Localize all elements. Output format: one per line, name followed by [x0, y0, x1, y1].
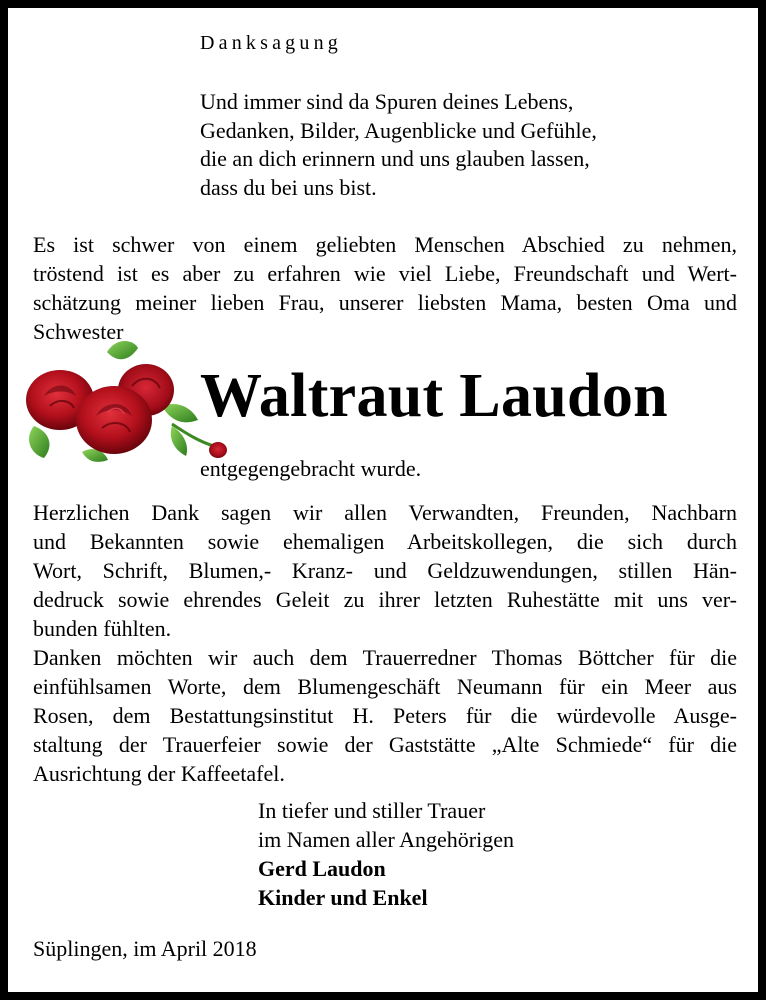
poem-line: die an dich erinnern und uns glauben lassen, [200, 146, 590, 171]
signature-line: In tiefer und stiller Trauer [258, 798, 486, 823]
poem-line: Gedanken, Bilder, Augenblicke und Gefühle, [200, 117, 597, 143]
poem-line: dass du bei uns bist. [200, 174, 377, 200]
place-date: Süplingen, im April 2018 [33, 936, 257, 961]
deceased-name: Waltraut Laudon [200, 362, 668, 430]
intro-line: tröstend ist es aber zu erfahren wie viel Liebe, Freundschaft und Wert- [33, 261, 737, 286]
intro-paragraph [33, 230, 737, 346]
red-roses-icon [22, 334, 228, 464]
thanks-paragraph [33, 498, 737, 788]
signature-block [258, 796, 514, 912]
intro-line: Es ist schwer von einem geliebten Menschen Abschied zu nehmen, [33, 232, 737, 257]
poem [200, 88, 597, 202]
intro-line: schätzung meiner lieben Frau, unserer liebsten Mama, besten Oma und [33, 290, 737, 315]
intro-line: Schwester [33, 319, 124, 344]
thanks-line: einfühlsamen Worte, dem Blumengeschäft Neumann für ein Meer aus [33, 674, 737, 699]
thanks-line: und Bekannten sowie ehemaligen Arbeitskollegen, die sich durch [33, 529, 737, 554]
thanks-line: staltung der Trauerfeier sowie der Gaststätte „Alte Schmiede“ für die [33, 732, 737, 757]
thanks-line: bunden fühlten. [33, 616, 172, 641]
signature-name: Gerd Laudon [258, 856, 386, 881]
obituary-page [8, 8, 758, 992]
thanks-line: Danken möchten wir auch dem Trauerredner Thomas Böttcher für die [33, 645, 737, 670]
thanks-line: Ausrichtung der Kaffeetafel. [33, 761, 285, 786]
thanks-line: dedruck sowie ehrendes Geleit zu ihrer letzten Ruhestätte mit uns ver- [33, 587, 737, 612]
signature-name: Kinder und Enkel [258, 885, 428, 910]
heading: Danksagung [200, 32, 342, 54]
thanks-line: Herzlichen Dank sagen wir allen Verwandten, Freunden, Nachbarn [33, 500, 737, 525]
after-name-text: entgegengebracht wurde. [200, 456, 422, 481]
thanks-line: Rosen, dem Bestattungsinstitut H. Peters für die würdevolle Ausge- [33, 703, 737, 728]
signature-line: im Namen aller Angehörigen [258, 827, 514, 852]
poem-line: Und immer sind da Spuren deines Lebens, [200, 89, 574, 114]
thanks-line: Wort, Schrift, Blumen,- Kranz- und Geldzuwendungen, stillen Hän- [33, 558, 737, 583]
